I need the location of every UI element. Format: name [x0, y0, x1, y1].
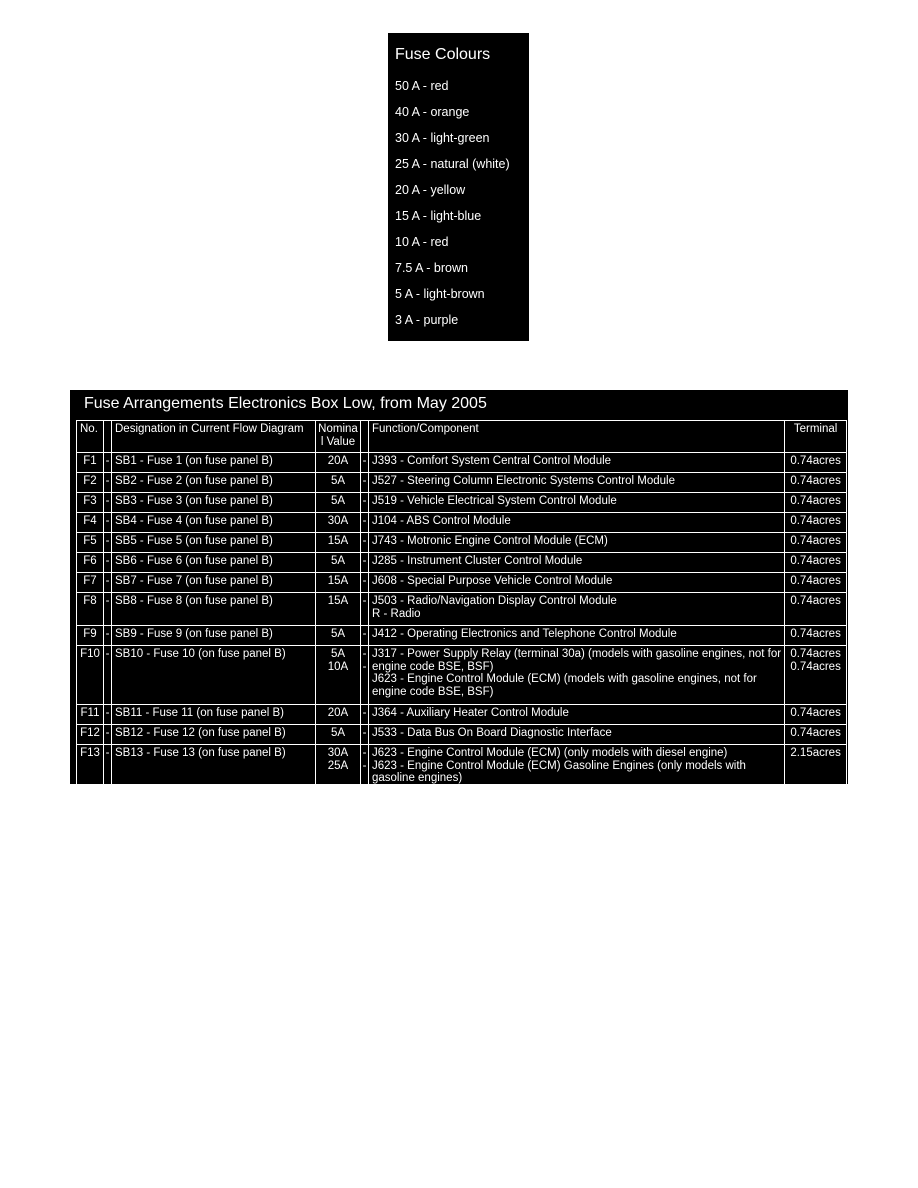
function-line: J533 - Data Bus On Board Diagnostic Interface: [372, 727, 612, 739]
fuse-number-cell: F6: [77, 553, 104, 573]
terminal-value: 0.74acres: [790, 515, 841, 527]
terminal-value: 0.74acres: [790, 475, 841, 487]
table-row: [77, 493, 847, 513]
nominal-value: 5A: [330, 628, 346, 640]
nominal-value: 15A: [327, 575, 349, 587]
fuse-colours-legend: [388, 33, 529, 341]
fuse-number-cell: F12: [77, 725, 104, 745]
function-cell: [369, 646, 785, 705]
function-cell: [369, 453, 785, 473]
table-header-row: [77, 421, 847, 453]
nominal-value-cell: [316, 626, 361, 646]
terminal-value: 0.74acres: [790, 727, 841, 739]
nominal-value: 5A: [330, 475, 346, 487]
fuse-number-cell: F8: [77, 593, 104, 626]
terminal-cell: [785, 725, 847, 745]
terminal-cell: [785, 533, 847, 553]
nominal-value: 5A: [330, 495, 346, 507]
header-spacer: [104, 421, 112, 453]
fuse-number-cell: F13: [77, 745, 104, 790]
function-cell: [369, 553, 785, 573]
dash-cell: -: [104, 533, 112, 553]
header-terminal: Terminal: [785, 421, 847, 453]
header-designation: Designation in Current Flow Diagram: [112, 421, 316, 453]
nominal-value: 30A: [327, 515, 349, 527]
terminal-cell: [785, 646, 847, 705]
terminal-cell: [785, 593, 847, 626]
dash: -: [362, 475, 367, 487]
nominal-value-cell: [316, 573, 361, 593]
dash: -: [362, 595, 367, 607]
nominal-value: 5A: [330, 727, 346, 739]
dash-cell: [361, 453, 369, 473]
dash-cell: [361, 573, 369, 593]
function-line: J623 - Engine Control Module (ECM) (models with gasoline engines, not for: [372, 673, 757, 685]
terminal-value: 0.74acres: [790, 575, 841, 587]
designation-cell: SB6 - Fuse 6 (on fuse panel B): [112, 553, 316, 573]
dash: -: [362, 515, 367, 527]
dash: -: [362, 628, 367, 640]
table-row: [77, 745, 847, 790]
function-cell: [369, 725, 785, 745]
designation-cell: SB2 - Fuse 2 (on fuse panel B): [112, 473, 316, 493]
table-row: [77, 725, 847, 745]
table-row: [77, 593, 847, 626]
legend-item: 7.5 A - brown: [395, 261, 468, 275]
terminal-value: 0.74acres: [790, 535, 841, 547]
terminal-value: 0.74acres: [790, 660, 841, 673]
dash: -: [362, 575, 367, 587]
designation-cell: SB3 - Fuse 3 (on fuse panel B): [112, 493, 316, 513]
fuse-number-cell: F4: [77, 513, 104, 533]
terminal-cell: [785, 453, 847, 473]
designation-cell: SB12 - Fuse 12 (on fuse panel B): [112, 725, 316, 745]
dash-cell: [361, 646, 369, 705]
nominal-value-cell: [316, 646, 361, 705]
terminal-cell: [785, 513, 847, 533]
fuse-arrangement-panel: [70, 390, 848, 784]
dash-cell: [361, 725, 369, 745]
fuse-number-cell: F2: [77, 473, 104, 493]
fuse-number-cell: F9: [77, 626, 104, 646]
designation-cell: SB7 - Fuse 7 (on fuse panel B): [112, 573, 316, 593]
dash-cell: [361, 593, 369, 626]
dash-cell: [361, 473, 369, 493]
nominal-value-cell: [316, 745, 361, 790]
dash-cell: -: [104, 626, 112, 646]
table-row: [77, 453, 847, 473]
terminal-value: 0.74acres: [790, 595, 841, 607]
function-line: engine code BSE, BSF): [372, 685, 494, 698]
fuse-number-cell: F1: [77, 453, 104, 473]
terminal-value: 0.74acres: [790, 707, 841, 719]
terminal-cell: [785, 473, 847, 493]
dash-cell: -: [104, 745, 112, 790]
terminal-value: 0.74acres: [790, 555, 841, 567]
fuse-number-cell: F7: [77, 573, 104, 593]
dash-cell: -: [104, 725, 112, 745]
designation-cell: SB1 - Fuse 1 (on fuse panel B): [112, 453, 316, 473]
designation-cell: SB4 - Fuse 4 (on fuse panel B): [112, 513, 316, 533]
function-cell: [369, 493, 785, 513]
function-line: J104 - ABS Control Module: [372, 515, 511, 527]
function-line: gasoline engines): [372, 772, 463, 784]
dash: -: [362, 535, 367, 547]
function-cell: [369, 593, 785, 626]
function-line: R - Radio: [372, 607, 421, 620]
function-line: J364 - Auxiliary Heater Control Module: [372, 707, 569, 719]
header-nominal-line2: l Value: [320, 435, 356, 448]
header-no: No.: [77, 421, 104, 453]
function-line: J623 - Engine Control Module (ECM) (only models with diesel engine): [372, 747, 728, 759]
function-line: J285 - Instrument Cluster Control Module: [372, 555, 583, 567]
function-line: J393 - Comfort System Central Control Module: [372, 455, 612, 467]
dash-cell: -: [104, 513, 112, 533]
nominal-value-cell: [316, 705, 361, 725]
nominal-value: 20A: [327, 707, 349, 719]
function-cell: [369, 473, 785, 493]
function-cell: [369, 745, 785, 790]
table-row: [77, 533, 847, 553]
legend-item: 15 A - light-blue: [395, 209, 482, 223]
designation-cell: SB9 - Fuse 9 (on fuse panel B): [112, 626, 316, 646]
function-line: J412 - Operating Electronics and Telephone Control Module: [372, 628, 677, 640]
function-cell: [369, 573, 785, 593]
dash: -: [362, 660, 367, 673]
table-row: [77, 626, 847, 646]
legend-item: 50 A - red: [395, 79, 449, 93]
nominal-value-cell: [316, 453, 361, 473]
nominal-value: 20A: [327, 455, 349, 467]
table-body: [77, 453, 847, 790]
nominal-value: 30A: [327, 747, 349, 759]
legend-item: 25 A - natural (white): [395, 157, 510, 171]
terminal-cell: [785, 745, 847, 790]
table-title: Fuse Arrangements Electronics Box Low, from May 2005: [84, 395, 487, 412]
function-line: J743 - Motronic Engine Control Module (ECM): [372, 535, 608, 547]
header-nominal-value: [316, 421, 361, 453]
nominal-value: 5A: [330, 648, 346, 660]
designation-cell: SB5 - Fuse 5 (on fuse panel B): [112, 533, 316, 553]
dash-cell: [361, 493, 369, 513]
nominal-value-cell: [316, 493, 361, 513]
table-row: [77, 573, 847, 593]
fuse-table: [76, 420, 847, 790]
dash: -: [362, 648, 367, 660]
table-row: [77, 705, 847, 725]
function-line: J503 - Radio/Navigation Display Control Module: [372, 595, 617, 607]
terminal-cell: [785, 705, 847, 725]
table-row: [77, 513, 847, 533]
function-line: J527 - Steering Column Electronic Systems Control Module: [372, 475, 675, 487]
fuse-number-cell: F3: [77, 493, 104, 513]
function-cell: [369, 705, 785, 725]
header-nominal-line1: Nomina: [318, 423, 358, 435]
nominal-value-cell: [316, 553, 361, 573]
function-line: J623 - Engine Control Module (ECM) Gasoline Engines (only models with: [372, 759, 746, 772]
nominal-value-cell: [316, 593, 361, 626]
header-spacer: [361, 421, 369, 453]
terminal-value: 0.74acres: [790, 455, 841, 467]
legend-item: 40 A - orange: [395, 105, 470, 119]
dash-cell: -: [104, 593, 112, 626]
designation-cell: SB10 - Fuse 10 (on fuse panel B): [112, 646, 316, 705]
dash: -: [362, 747, 367, 759]
designation-cell: SB8 - Fuse 8 (on fuse panel B): [112, 593, 316, 626]
nominal-value-cell: [316, 725, 361, 745]
legend-item: 30 A - light-green: [395, 131, 490, 145]
legend-item: 5 A - light-brown: [395, 287, 485, 301]
function-cell: [369, 513, 785, 533]
terminal-value: 2.15acres: [790, 747, 841, 759]
dash-cell: [361, 533, 369, 553]
dash-cell: [361, 705, 369, 725]
dash-cell: -: [104, 453, 112, 473]
nominal-value: 5A: [330, 555, 346, 567]
dash-cell: -: [104, 705, 112, 725]
terminal-cell: [785, 626, 847, 646]
function-line: J317 - Power Supply Relay (terminal 30a) (models with gasoline engines, not for: [372, 648, 782, 660]
nominal-value: 10A: [327, 660, 349, 673]
dash-cell: [361, 745, 369, 790]
terminal-cell: [785, 553, 847, 573]
legend-item: 10 A - red: [395, 235, 449, 249]
dash-cell: -: [104, 646, 112, 705]
designation-cell: SB13 - Fuse 13 (on fuse panel B): [112, 745, 316, 790]
dash-cell: -: [104, 553, 112, 573]
nominal-value: 15A: [327, 595, 349, 607]
function-cell: [369, 533, 785, 553]
table-row: [77, 646, 847, 705]
nominal-value: 15A: [327, 535, 349, 547]
designation-cell: SB11 - Fuse 11 (on fuse panel B): [112, 705, 316, 725]
fuse-number-cell: F10: [77, 646, 104, 705]
function-line: J519 - Vehicle Electrical System Control Module: [372, 495, 617, 507]
nominal-value-cell: [316, 513, 361, 533]
dash-cell: -: [104, 573, 112, 593]
nominal-value-cell: [316, 533, 361, 553]
dash-cell: [361, 553, 369, 573]
dash: -: [362, 707, 367, 719]
nominal-value-cell: [316, 473, 361, 493]
legend-list: [395, 79, 529, 339]
table-row: [77, 553, 847, 573]
legend-item: 3 A - purple: [395, 313, 459, 327]
header-function: Function/Component: [369, 421, 785, 453]
terminal-cell: [785, 573, 847, 593]
dash: -: [362, 455, 367, 467]
function-line: J608 - Special Purpose Vehicle Control Module: [372, 575, 613, 587]
legend-item: 20 A - yellow: [395, 183, 466, 197]
dash-cell: -: [104, 493, 112, 513]
dash: -: [362, 495, 367, 507]
dash: -: [362, 759, 367, 772]
terminal-value: 0.74acres: [790, 648, 841, 660]
terminal-cell: [785, 493, 847, 513]
fuse-number-cell: F11: [77, 705, 104, 725]
terminal-value: 0.74acres: [790, 628, 841, 640]
dash-cell: [361, 513, 369, 533]
dash: -: [362, 727, 367, 739]
dash: -: [362, 555, 367, 567]
dash-cell: -: [104, 473, 112, 493]
legend-title: Fuse Colours: [395, 46, 491, 63]
dash-cell: [361, 626, 369, 646]
function-line: engine code BSE, BSF): [372, 660, 494, 673]
fuse-number-cell: F5: [77, 533, 104, 553]
nominal-value: 25A: [327, 759, 349, 772]
terminal-value: 0.74acres: [790, 495, 841, 507]
table-row: [77, 473, 847, 493]
function-cell: [369, 626, 785, 646]
